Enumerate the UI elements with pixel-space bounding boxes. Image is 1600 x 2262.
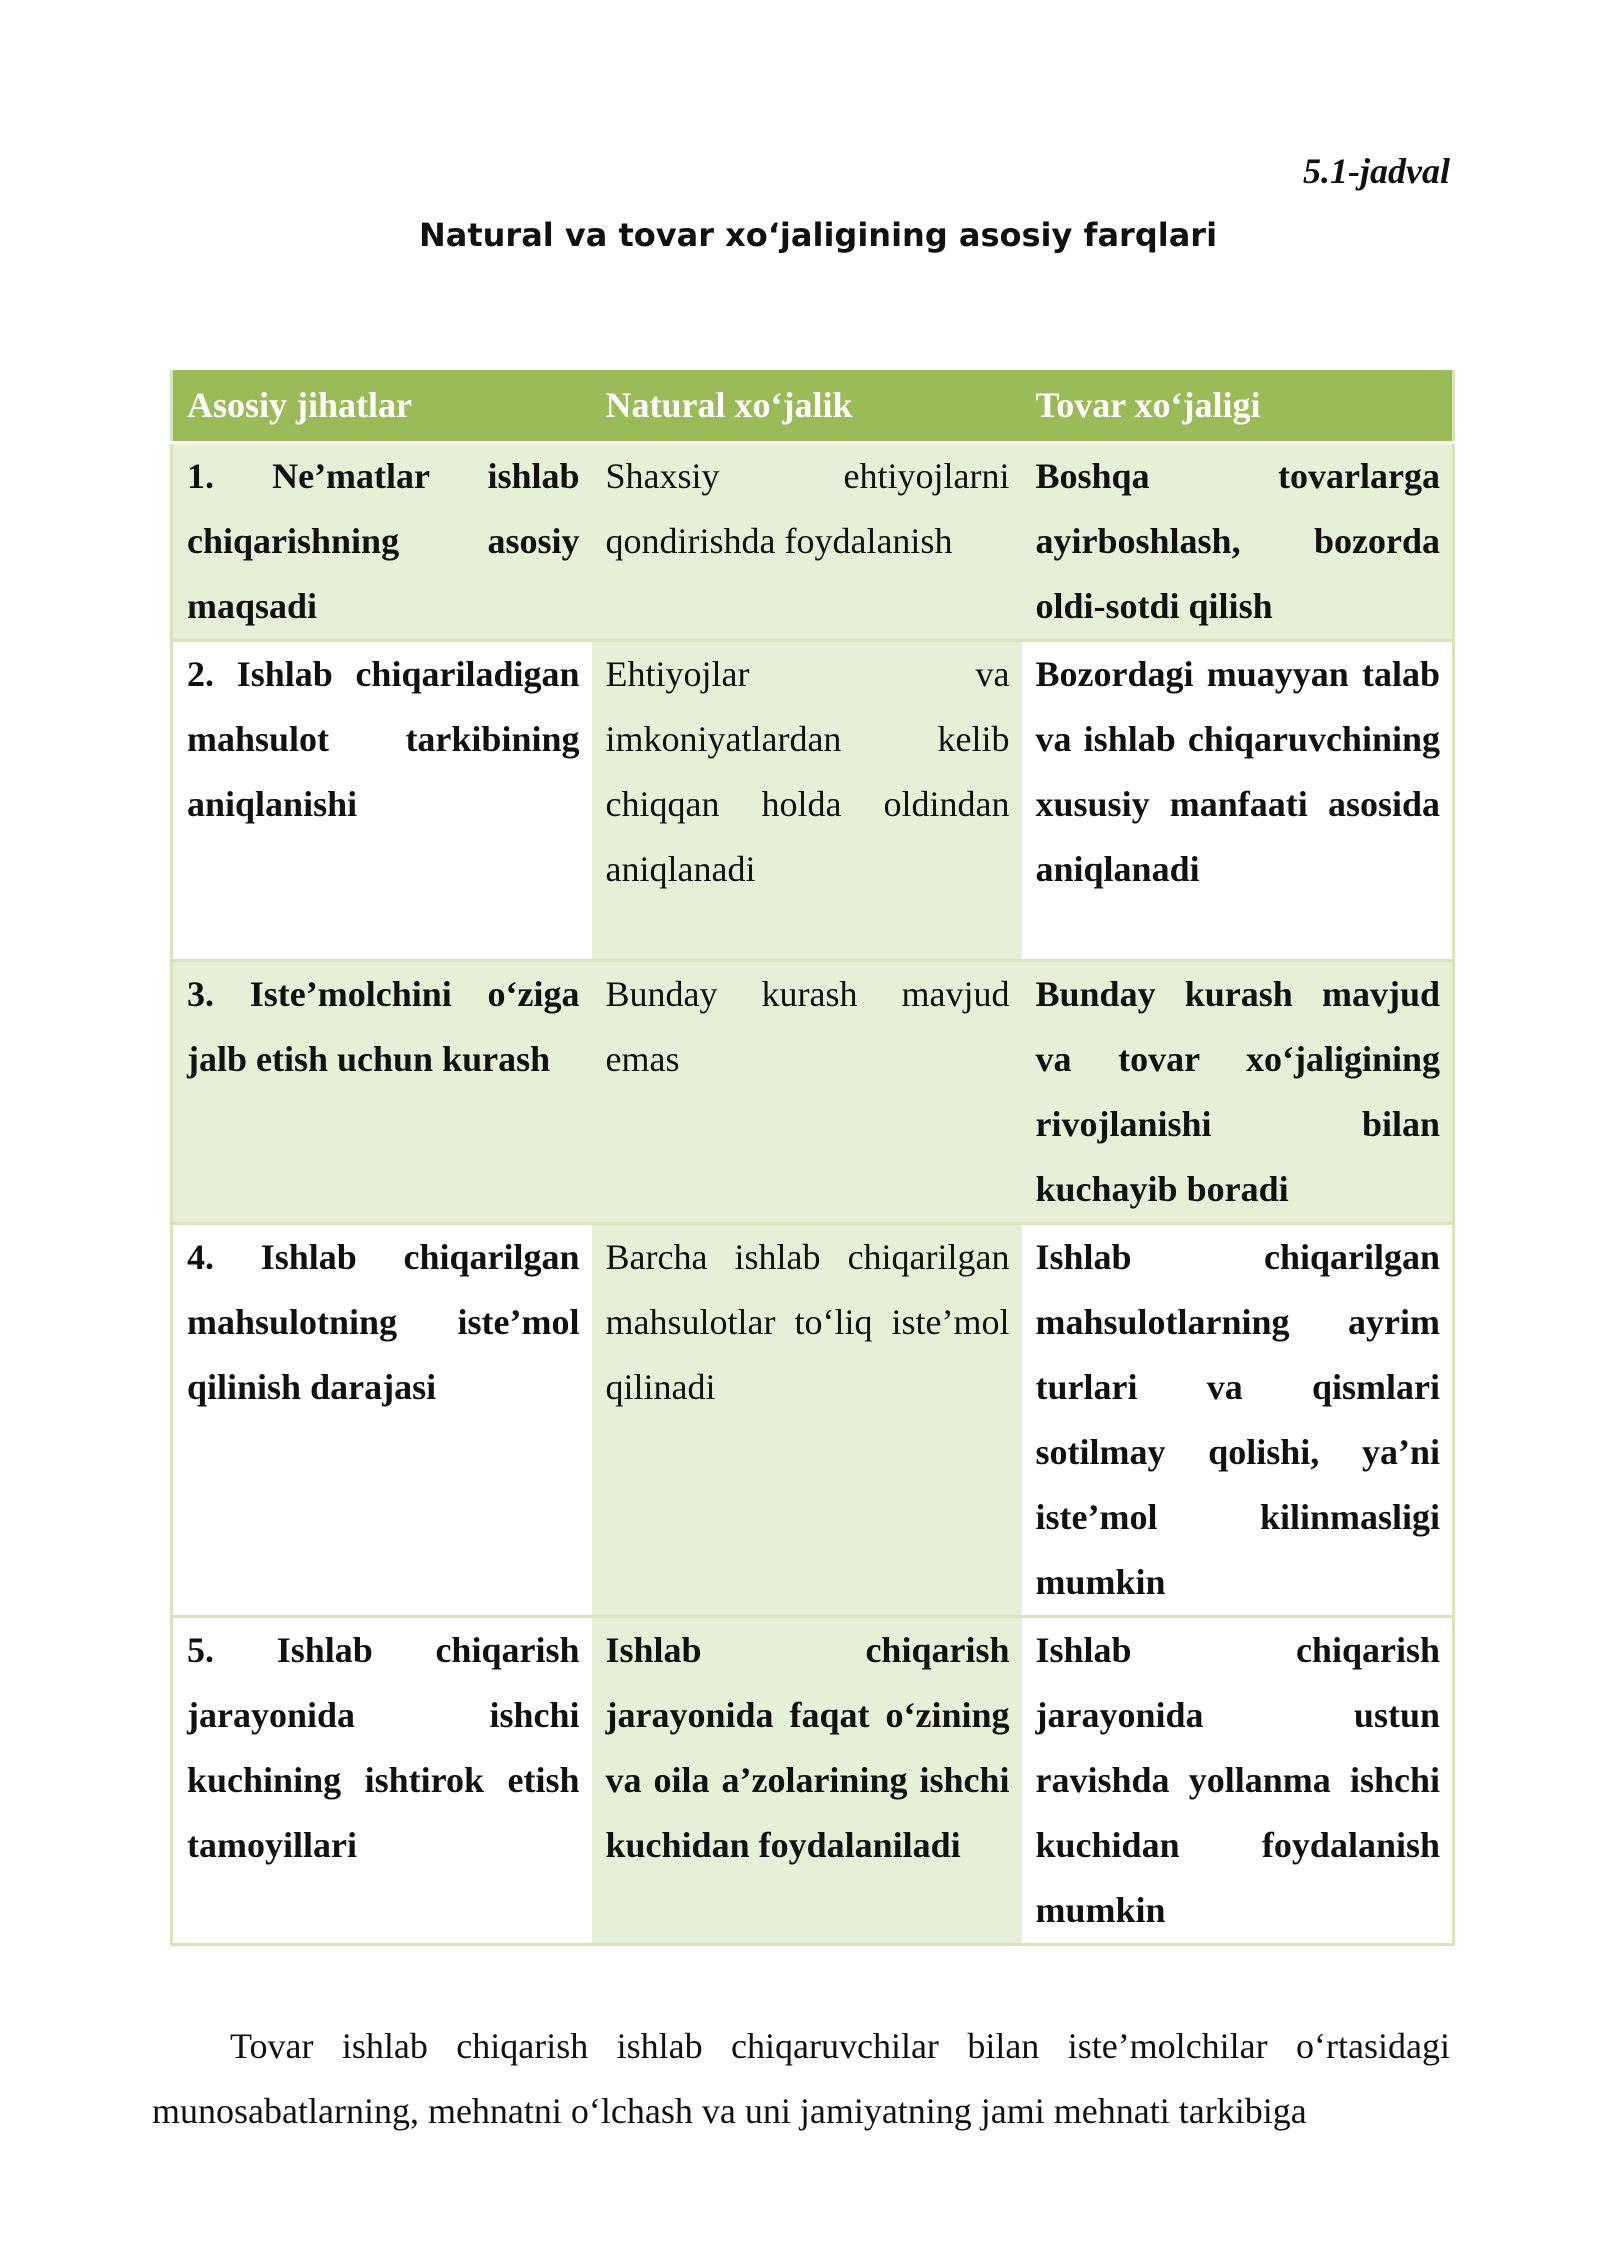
row-aspect-cell: 1. Ne’matlar ishlab chiqarishning asosiy maqsadi: [172, 443, 592, 641]
row-aspect-cell: 3. Iste’molchini o‘ziga jalb etish uchun kurash: [172, 961, 592, 1224]
row-aspect-cell: 4. Ishlab chiqarilgan mahsulotning iste’mol qilinish darajasi: [172, 1224, 592, 1617]
row-aspect-cell: 5. Ishlab chiqarish jarayonida ishchi kuchining ishtirok etish tamoyillari: [172, 1617, 592, 1945]
row-tovar-cell: Ishlab chiqarish jarayonida ustun ravishda yollanma ishchi kuchidan foydalanish mumkin: [1022, 1617, 1454, 1945]
row-natural-cell: Shaxsiy ehtiyojlarni qondirishda foydalanish: [592, 443, 1022, 641]
row-natural-cell: Ishlab chiqarish jarayonida faqat o‘zining va oila a’zolarining ishchi kuchidan foydalaniladi: [592, 1617, 1022, 1945]
row-tovar-cell: Bunday kurash mavjud va tovar xo‘jaligining rivojlanishi bilan kuchayib boradi: [1022, 961, 1454, 1224]
table-header-row: [172, 370, 1454, 443]
table-row: [172, 443, 1454, 641]
body-paragraph: Tovar ishlab chiqarish ishlab chiqaruvchilar bilan iste’molchilar o‘rtasidagi munosabatlarning, mehnatni o‘lchash va uni jamiyatning jami mehnati tarkibiga: [152, 2026, 1450, 2131]
table-row: [172, 1224, 1454, 1617]
row-natural-cell: Ehtiyojlar va imkoniyatlardan kelib chiqqan holda oldindan aniqlanadi: [592, 641, 1022, 961]
header-commodity-economy: Tovar xo‘jaligi: [1022, 370, 1454, 443]
table-row: [172, 641, 1454, 961]
table-row: [172, 1617, 1454, 1945]
row-aspect-cell: 2. Ishlab chiqariladigan mahsulot tarkibining aniqlanishi: [172, 641, 592, 961]
row-tovar-cell: Bozordagi muayyan talab va ishlab chiqaruvchining xususiy manfaati asosida aniqlanadi: [1022, 641, 1454, 961]
header-aspects: Asosiy jihatlar: [172, 370, 592, 443]
table-title: Natural va tovar xo‘jaligining asosiy farqlari: [418, 216, 1218, 254]
row-tovar-cell: Ishlab chiqarilgan mahsulotlarning ayrim turlari va qismlari sotilmay qolishi, ya’ni iste’mol kilinmasligi mumkin: [1022, 1224, 1454, 1617]
comparison-table: [170, 370, 1455, 1946]
header-natural-economy: Natural xo‘jalik: [592, 370, 1022, 443]
row-tovar-cell: Boshqa tovarlarga ayirboshlash, bozorda oldi-sotdi qilish: [1022, 443, 1454, 641]
row-natural-cell: Bunday kurash mavjud emas: [592, 961, 1022, 1224]
table-number-label: 5.1-jadval: [1303, 151, 1450, 191]
table-row: [172, 961, 1454, 1224]
row-natural-cell: Barcha ishlab chiqarilgan mahsulotlar to‘liq iste’mol qilinadi: [592, 1224, 1022, 1617]
